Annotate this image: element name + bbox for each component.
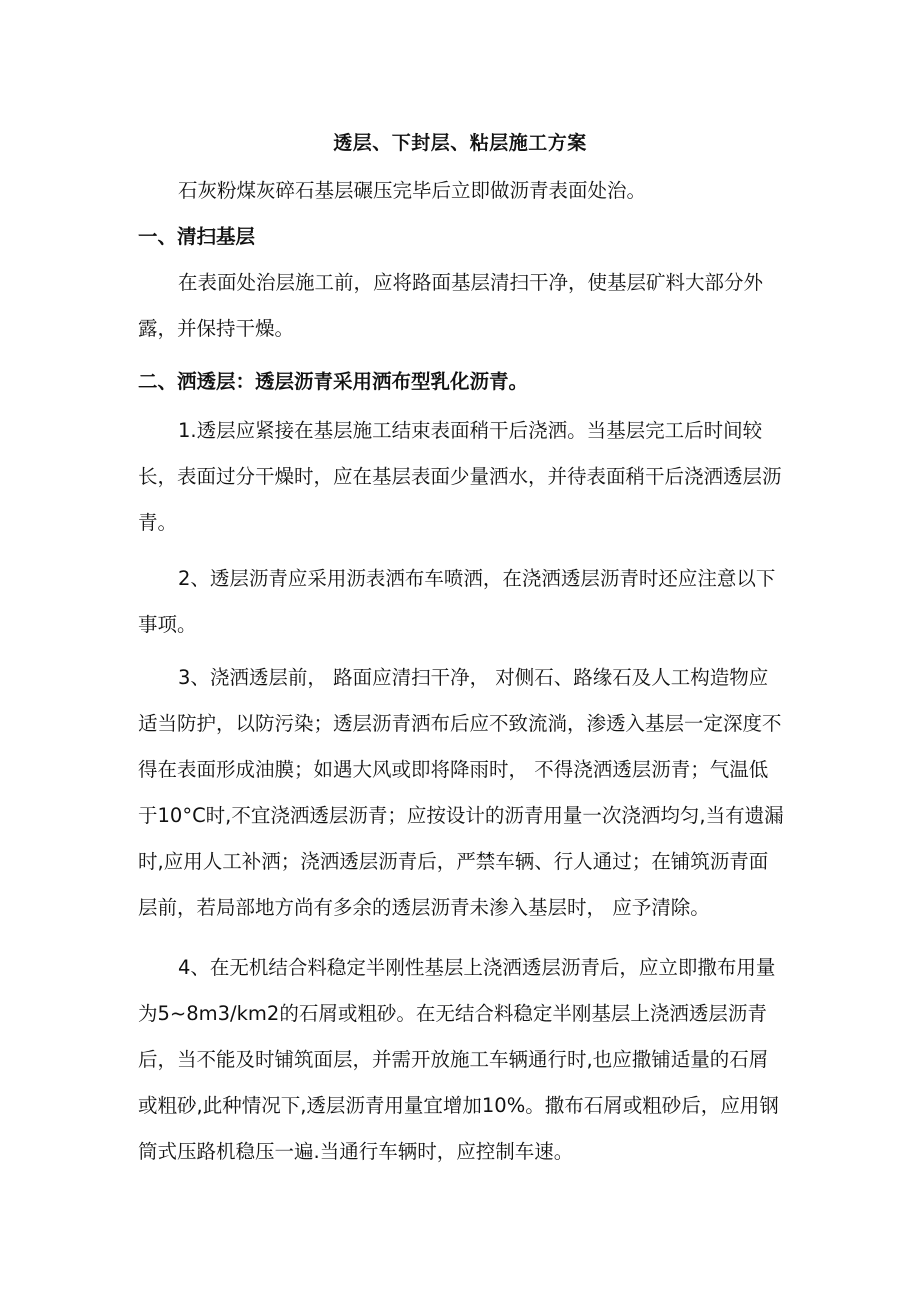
section-2-item-4: 4、在无机结合料稳定半刚性基层上浇洒透层沥青后，应立即撒布用量为5~8m3/km2的石屑或粗砂。在无结合料稳定半刚基层上浇洒透层沥青后，当不能及时铺筑面层，并需开放施工车辆通行时,也应撒铺适量的石屑或粗砂,此种情况下,透层沥青用量宜增加10%。撒布石屑或粗砂后，应用钢筒式压路机稳压一遍.当通行车辆时，应控制车速。 <box>138 956 779 1163</box>
intro-paragraph: 石灰粉煤灰碎石基层碾压完毕后立即做沥青表面处治。 <box>178 179 647 202</box>
section-2-item-2: 2、透层沥青应采用沥表洒布车喷洒，在浇洒透层沥青时还应注意以下事项。 <box>138 567 776 636</box>
document-title: 透层、下封层、粘层施工方案 <box>333 132 587 154</box>
section-2-item-3: 3、浇洒透层前， 路面应清扫干净， 对侧石、路缘石及人工构造物应适当防护，以防污染；透层沥青洒布后应不致流淌，渗透入基层一定深度不得在表面形成油膜；如遇大风或即将降雨时， 不得浇洒透层沥青；气温低于10°C时,不宜浇洒透层沥青；应按设计的沥青用量一次浇洒均匀,当有遗漏时,应用人工补洒；浇洒透层沥青后，严禁车辆、行人通过；在铺筑沥青面层前，若局部地方尚有多余的透层沥青未渗入基层时， 应予清除。 <box>138 666 784 919</box>
section-2-heading: 二、洒透层：透层沥青采用洒布型乳化沥青。 <box>138 370 529 393</box>
section-1-heading: 一、清扫基层 <box>138 225 256 248</box>
section-2-item-1: 1.透层应紧接在基层施工结束表面稍干后浇洒。当基层完工后时间较长，表面过分干燥时，应在基层表面少量洒水，并待表面稍干后浇洒透层沥青。 <box>138 419 782 534</box>
section-1-body: 在表面处治层施工前，应将路面基层清扫干净，使基层矿料大部分外露，并保持干燥。 <box>138 271 764 340</box>
